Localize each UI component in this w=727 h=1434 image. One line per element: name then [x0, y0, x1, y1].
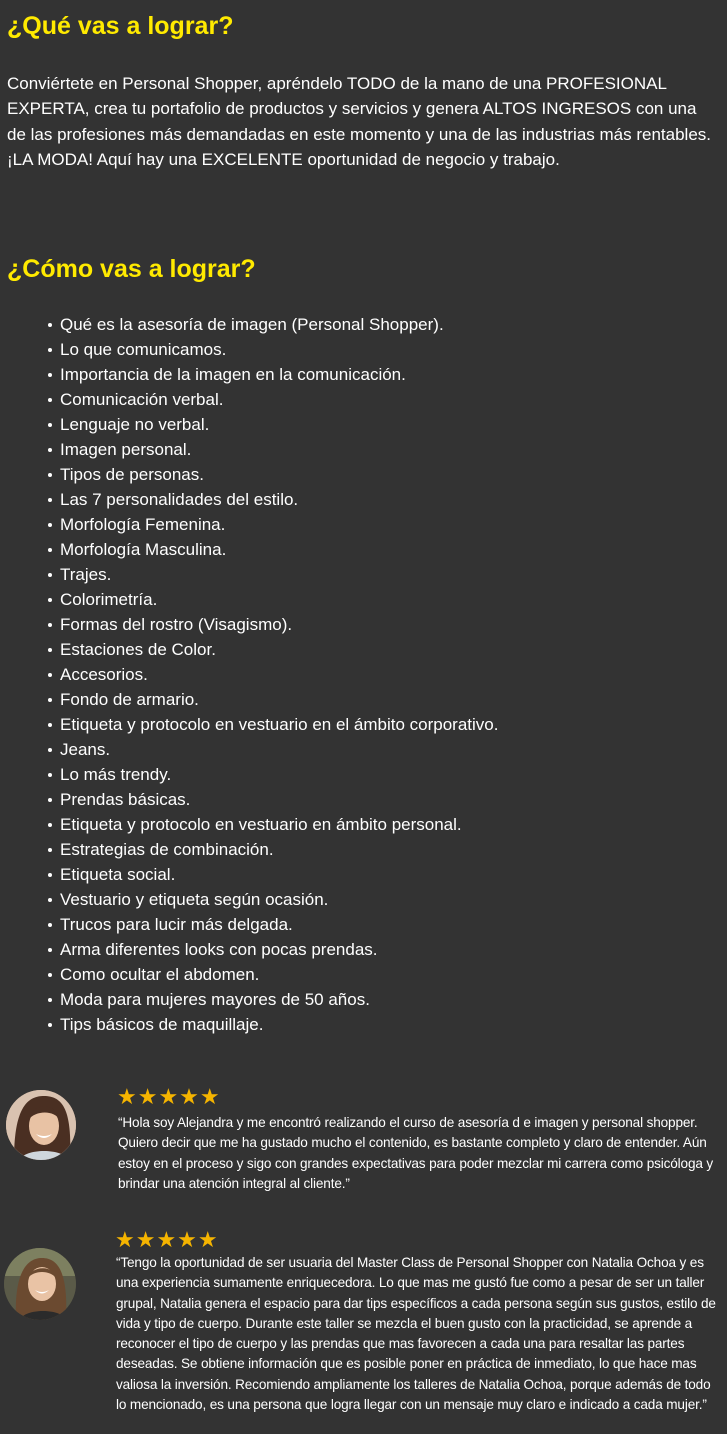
topic-list-item: Morfología Masculina.: [47, 537, 498, 562]
topic-list-item: Importancia de la imagen en la comunicación.: [47, 362, 498, 387]
topic-list-item: Tips básicos de maquillaje.: [47, 1012, 498, 1037]
topic-list-item: Las 7 personalidades del estilo.: [47, 487, 498, 512]
topic-list-item: Moda para mujeres mayores de 50 años.: [47, 987, 498, 1012]
woman-long-hair-avatar: [4, 1248, 76, 1320]
topic-list-item: Vestuario y etiqueta según ocasión.: [47, 887, 498, 912]
topic-list-item: Como ocultar el abdomen.: [47, 962, 498, 987]
topic-list-item: Comunicación verbal.: [47, 387, 498, 412]
five-star-rating: ★★★★★: [117, 1084, 221, 1109]
intro-paragraph: Conviértete en Personal Shopper, apréndelo TODO de la mano de una PROFESIONAL EXPERTA, crea tu portafolio de productos y servicios y genera ALTOS INGRESOS con una de las profesiones más demandadas en este momento y una de las industrias más rentables. ¡LA MODA! Aquí hay una EXCELENTE oportunidad de negocio y trabajo.: [7, 74, 712, 169]
topic-list-item: Imagen personal.: [47, 437, 498, 462]
topic-list-item: Accesorios.: [47, 662, 498, 687]
topic-list-item: Morfología Femenina.: [47, 512, 498, 537]
section-title-que-vas-a-lograr: ¿Qué vas a lograr?: [7, 12, 234, 40]
topic-list-item: Prendas básicas.: [47, 787, 498, 812]
topic-list-item: Etiqueta y protocolo en vestuario en el ámbito corporativo.: [47, 712, 498, 737]
woman-smiling-avatar: [6, 1090, 76, 1160]
topic-list-item: Trucos para lucir más delgada.: [47, 912, 498, 937]
topic-list-item: Trajes.: [47, 562, 498, 587]
topic-list-item: Lo que comunicamos.: [47, 337, 498, 362]
topic-list-item: Estrategias de combinación.: [47, 837, 498, 862]
testimonial-text: “Tengo la oportunidad de ser usuaria del Master Class de Personal Shopper con Natalia Ochoa y es una experiencia sumamente enriquecedora. Lo que mas me gustó fue como a pesar de ser un taller grupal, Natalia genera el espacio para dar tips específicos a cada persona según sus gustos, estilo de vida y tipo de cuerpo. Durante este taller se mezcla el buen gusto con la practicidad, se aprende a reconocer el tipo de cuerpo y las prendas que mas favorecen a cada una para resaltar las partes deseadas. Se obtiene información que es posible poner en práctica de inmediato, lo que hace mas valiosa la inversión. Recomiendo ampliamente los talleres de Natalia Ochoa, porque además de todo lo mencionado, es una persona que logra llegar con un mensaje muy claro e indicado a cada mujer.”: [116, 1255, 716, 1413]
topic-list-item: Arma diferentes looks con pocas prendas.: [47, 937, 498, 962]
topic-list-item: Etiqueta social.: [47, 862, 498, 887]
topic-list-item: Colorimetría.: [47, 587, 498, 612]
topic-list-item: Etiqueta y protocolo en vestuario en ámbito personal.: [47, 812, 498, 837]
topic-list-item: Estaciones de Color.: [47, 637, 498, 662]
five-star-rating: ★★★★★: [115, 1227, 219, 1252]
testimonial-text: “Hola soy Alejandra y me encontró realizando el curso de asesoría d e imagen y personal shopper. Quiero decir que me ha gustado mucho el contenido, es bastante completo y claro de entender. Aún estoy en el proceso y sigo con grandes expectativas para poder mezclar mi carrera como psicóloga y brindar una atención integral al cliente.”: [118, 1115, 714, 1191]
topic-list-item: Lo más trendy.: [47, 762, 498, 787]
topic-list-item: Fondo de armario.: [47, 687, 498, 712]
topic-list-item: Tipos de personas.: [47, 462, 498, 487]
topics-list: [47, 312, 498, 1037]
topic-list-item: Lenguaje no verbal.: [47, 412, 498, 437]
topic-list-item: Qué es la asesoría de imagen (Personal Shopper).: [47, 312, 498, 337]
topic-list-item: Jeans.: [47, 737, 498, 762]
topic-list-item: Formas del rostro (Visagismo).: [47, 612, 498, 637]
section-title-como-vas-a-lograr: ¿Cómo vas a lograr?: [7, 255, 256, 283]
